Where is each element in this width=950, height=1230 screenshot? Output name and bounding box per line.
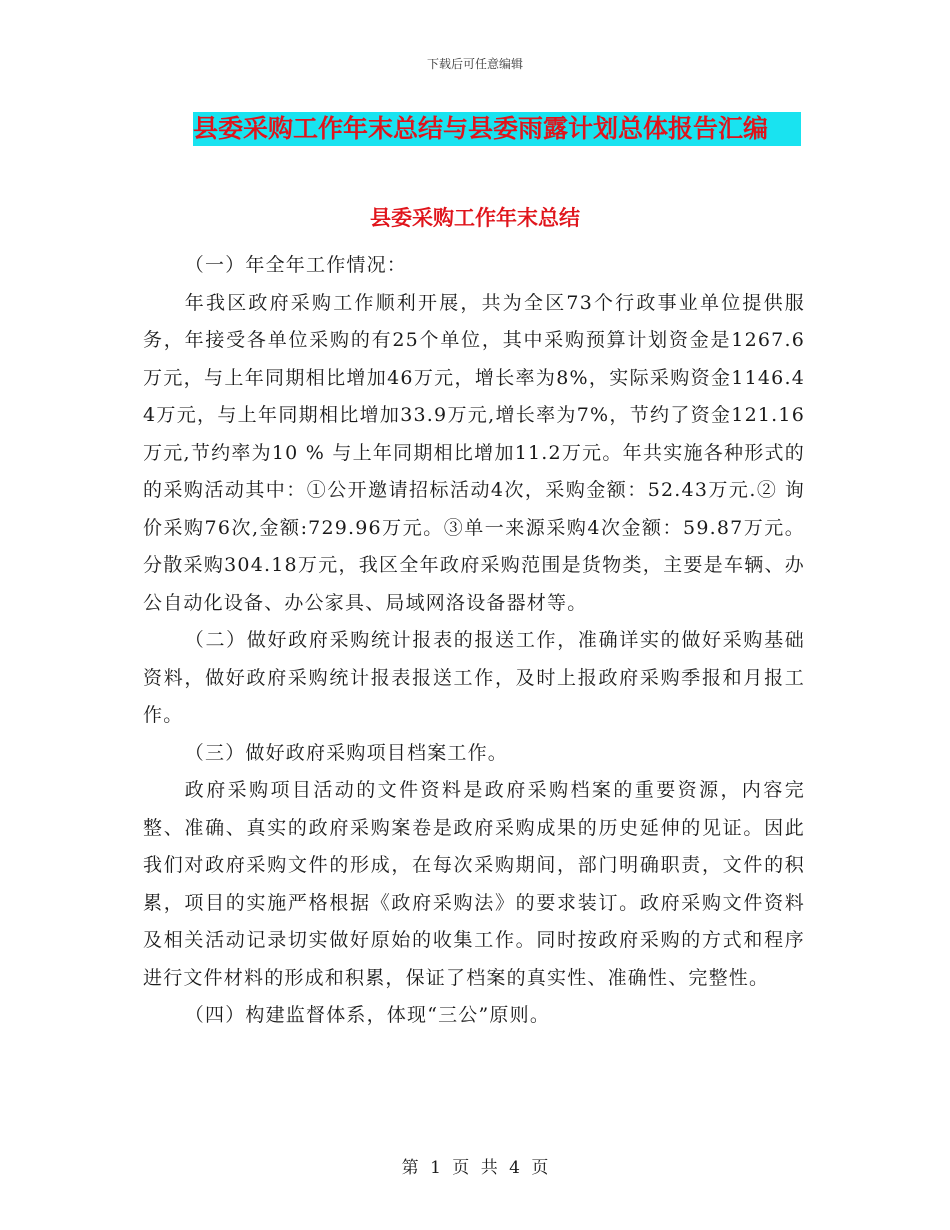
paragraph-section-three-heading: （三）做好政府采购项目档案工作。 bbox=[184, 741, 508, 764]
paragraph-annual-work: 年我区政府采购工作顺利开展，共为全区73个行政事业单位提供服务，年接受各单位采购的有25个单位，其中采购预算计划资金是1267.6万元，与上年同期相比增加46万元，增长率为8%，实际采购资金1146.44万元，与上年同期相比增加33.9万元,增长率为7%，节约了资金121.16万元,节约率为10 % 与上年同期相比增加11.2万元。年共实施各种形式的的采购活动其中：①公开邀请招标活动4次，采购金额：52.43万元.② 询价采购76次,金额:729.96万元。③单一来源采购4次金额：59.87万元。分散采购304.18万元，我区全年政府采购范围是货物类，主要是车辆、办公自动化设备、办公家具、局域网洛设备器材等。 bbox=[143, 291, 805, 614]
page-header-note: 下载后可任意编辑 bbox=[426, 57, 523, 71]
document-body bbox=[143, 247, 805, 1035]
document-main-title: 县委采购工作年末总结与县委雨露计划总体报告汇编 bbox=[193, 112, 801, 146]
paragraph-section-one-heading: （一）年全年工作情况： bbox=[184, 254, 407, 276]
paragraph-section-four-heading: （四）构建监督体系，体现“三公”原则。 bbox=[184, 1004, 551, 1026]
paragraph-archive-work: 政府采购项目活动的文件资料是政府采购档案的重要资源，内容完整、准确、真实的政府采购案卷是政府采购成果的历史延伸的见证。因此我们对政府采购文件的形成，在每次采购期间，部门明确职责，文件的积累，项目的实施严格根据《政府采购法》的要求装订。政府采购文件资料及相关活动记录切实做好原始的收集工作。同时按政府采购的方式和程序进行文件材料的形成和积累，保证了档案的真实性、准确性、完整性。 bbox=[143, 779, 805, 989]
section-title: 县委采购工作年末总结 bbox=[370, 206, 580, 230]
page-number-footer: 第 1 页 共 4 页 bbox=[401, 1158, 549, 1178]
paragraph-section-two: （二）做好政府采购统计报表的报送工作，准确详实的做好采购基础资料，做好政府采购统计报表报送工作，及时上报政府采购季报和月报工作。 bbox=[143, 629, 805, 726]
